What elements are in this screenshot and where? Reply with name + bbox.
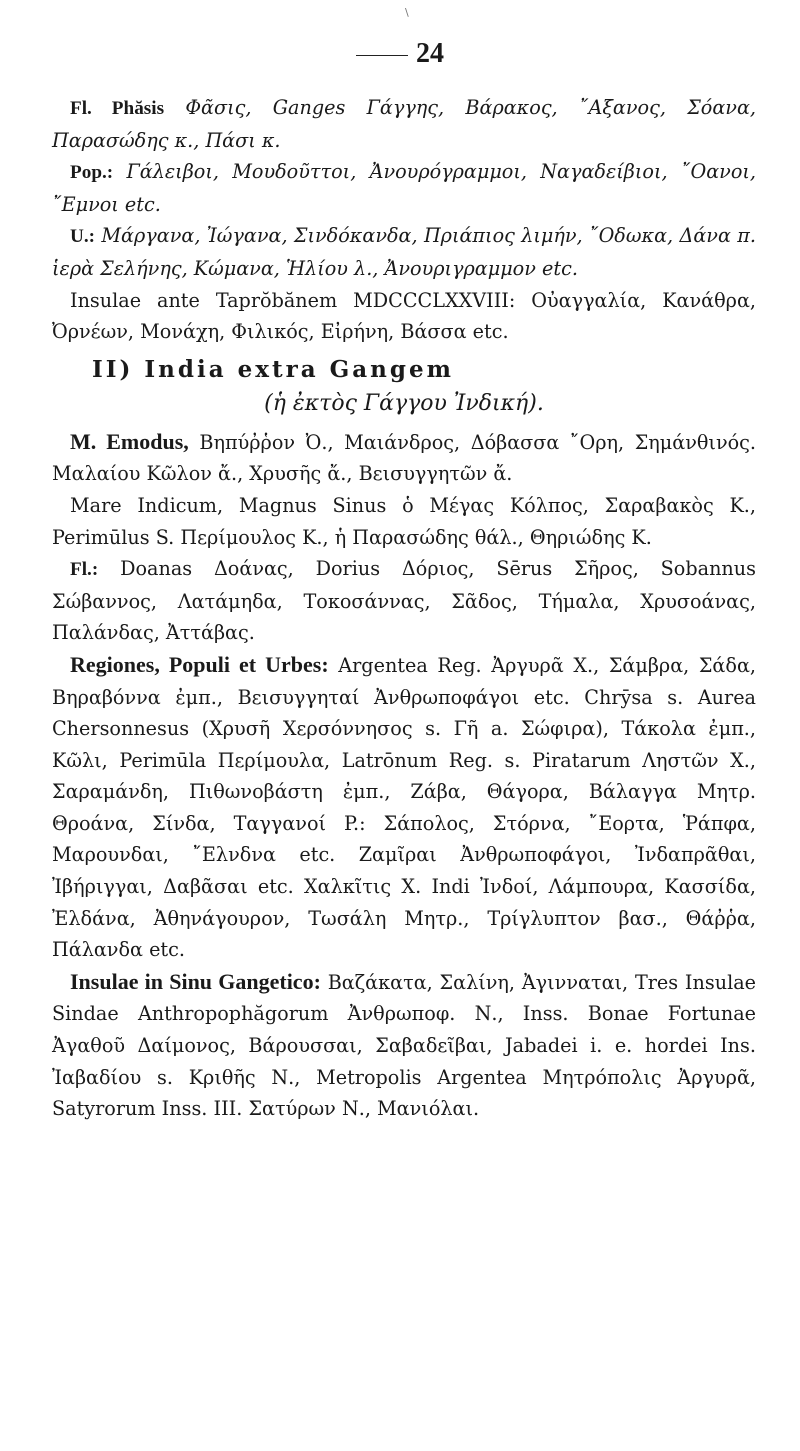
entry-u bbox=[52, 220, 756, 284]
entry-fl2-label: Fl.: bbox=[70, 559, 99, 581]
page-number: 24 bbox=[416, 38, 444, 69]
entry-regiones-label: Regiones, Populi et Urbes: bbox=[70, 651, 329, 677]
entry-fl2 bbox=[52, 553, 756, 649]
entry-pop-label: Pop.: bbox=[70, 162, 114, 184]
page-mark: \ bbox=[405, 6, 409, 19]
entry-mare: Mare Indicum, Magnus Sinus ὁ Μέγας Κόλπος, Σαραβακὸς Κ., Perimūlus S. Περίμουλος Κ., ἡ Παρασώδης θάλ., Θηριώδης Κ. bbox=[52, 493, 756, 549]
entry-sinus-text: Βαζάκατα, Σαλίνη, Ἀγινναται, Tres Insulae Sindae Anthropophăgorum Ἀνθρωποφ. Ν., Inss. Bonae Fortunae Ἀγαθοῦ Δαίμονος, Βάρουσσαι, Σαβαδεῖβαι, Jabadei i. e. hordei Ins. Ἰαβαδίου s. Κριθῆς Ν., Metropolis Argentea Μητρόπολις Ἀργυρᾶ, Satyrorum Inss. III. Σατύρων Ν., Μανιόλαι. bbox=[52, 970, 757, 1121]
entry-sinus-label: Insulae in Sinu Gangetico: bbox=[70, 968, 321, 994]
entry-u-text: Μάργανα, Ἰώγανα, Σινδόκανδα, Πριάπιος λιμήν, ῎Οδωκα, Δάνα π. ἱερὰ Σελήνης, Κώμανα, Ἡλίου λ., Ἀνουριγραμμον etc. bbox=[52, 224, 756, 280]
entry-fl2-text: Doanas Δοάνας, Dorius Δόριος, Sērus Σῆρος, Sobannus Σώβαννος, Λατάμηδα, Τοκοσάννας, Σᾶδος, Τήμαλα, Χρυσοάνας, Παλάνδας, Ἀττάβας. bbox=[52, 557, 756, 645]
entry-mountains-label: M. Emodus, bbox=[70, 428, 189, 454]
entry-fl1 bbox=[52, 92, 756, 156]
entry-u-label: U.: bbox=[70, 226, 96, 248]
entry-regiones bbox=[52, 649, 756, 966]
entry-fl1-text: Φᾶσις, Ganges Γάγγης, Βάρακος, ῎Αξανος, Σόανα, Παρασώδης κ., Πάσι κ. bbox=[52, 96, 756, 152]
entry-regiones-text: Argentea Reg. Ἀργυρᾶ Χ., Σάμβρα, Σάδα, Βηραβόννα ἐμπ., Βεισυγγηταί Ἀνθρωποφάγοι etc. Chrȳsa s. Aurea Chersonnesus (Χρυσῆ Χερσόννησος s. Γῆ a. Σώφιρα), Τάκολα ἐμπ., Κῶλι, Perimūla Περίμουλα, Latrōnum Reg. s. Piratarum Ληστῶν Χ., Σαραμάνδη, Πιθωνοβάστη ἐμπ., Ζάβα, Θάγορα, Βάλαγγα Μητρ. Θροάνα, Σίνδα, Ταγγανοί P.: Σάπολος, Στόρνα, ῎Εορτα, Ῥάπφα, Μαρουνδαι, ῎Ελνδνα etc. Ζαμῖραι Ἀνθρωποφάγοι, Ἰνδαπρᾶθαι, Ἰβήριγγαι, Δαβᾶσαι etc. Χαλκῖτις Χ. Indi Ἰνδοί, Λάμπουρα, Κασσίδα, Ἐλδάνα, Ἀθηνάγουρον, Τωσάλη Μητρ., Τρίγλυπτον βασ., Θάῤῥα, Πάλανδα etc. bbox=[52, 653, 756, 962]
header-rule bbox=[356, 55, 408, 56]
entry-fl1-label: Fl. Phăsis bbox=[70, 98, 165, 119]
entry-pop-text: Γάλειβοι, Μουδοῦττοι, Ἀνουρόγραμμοι, Ναγαδείβιοι, ῎Οανοι, ῎Εμνοι etc. bbox=[52, 160, 756, 216]
entry-mountains-text: Βηπύῤῥον Ὀ., Μαιάνδρος, Δόβασσα ῎Ορη, Σημάνθινός. Μαλαίου Κῶλον ἄ., Χρυσῆς ἄ., Βεισυγγητῶν ἄ. bbox=[52, 430, 757, 486]
page-header bbox=[0, 32, 800, 72]
entry-insulae: Insulae ante Taprŏbănem MDCCCLXXVIII: Οὐαγγαλία, Κανάθρα, Ὀρνέων, Μονάχη, Φιλικός, Εἰρήνη, Βάσσα etc. bbox=[52, 288, 756, 344]
section-title: II) India extra Gangem bbox=[92, 355, 454, 383]
section-subtitle: (ἡ ἐκτὸς Γάγγου Ἰνδική). bbox=[264, 390, 544, 416]
entry-pop bbox=[52, 156, 756, 220]
page-body bbox=[52, 92, 756, 1125]
entry-mountains bbox=[52, 426, 756, 490]
entry-sinus bbox=[52, 966, 756, 1125]
